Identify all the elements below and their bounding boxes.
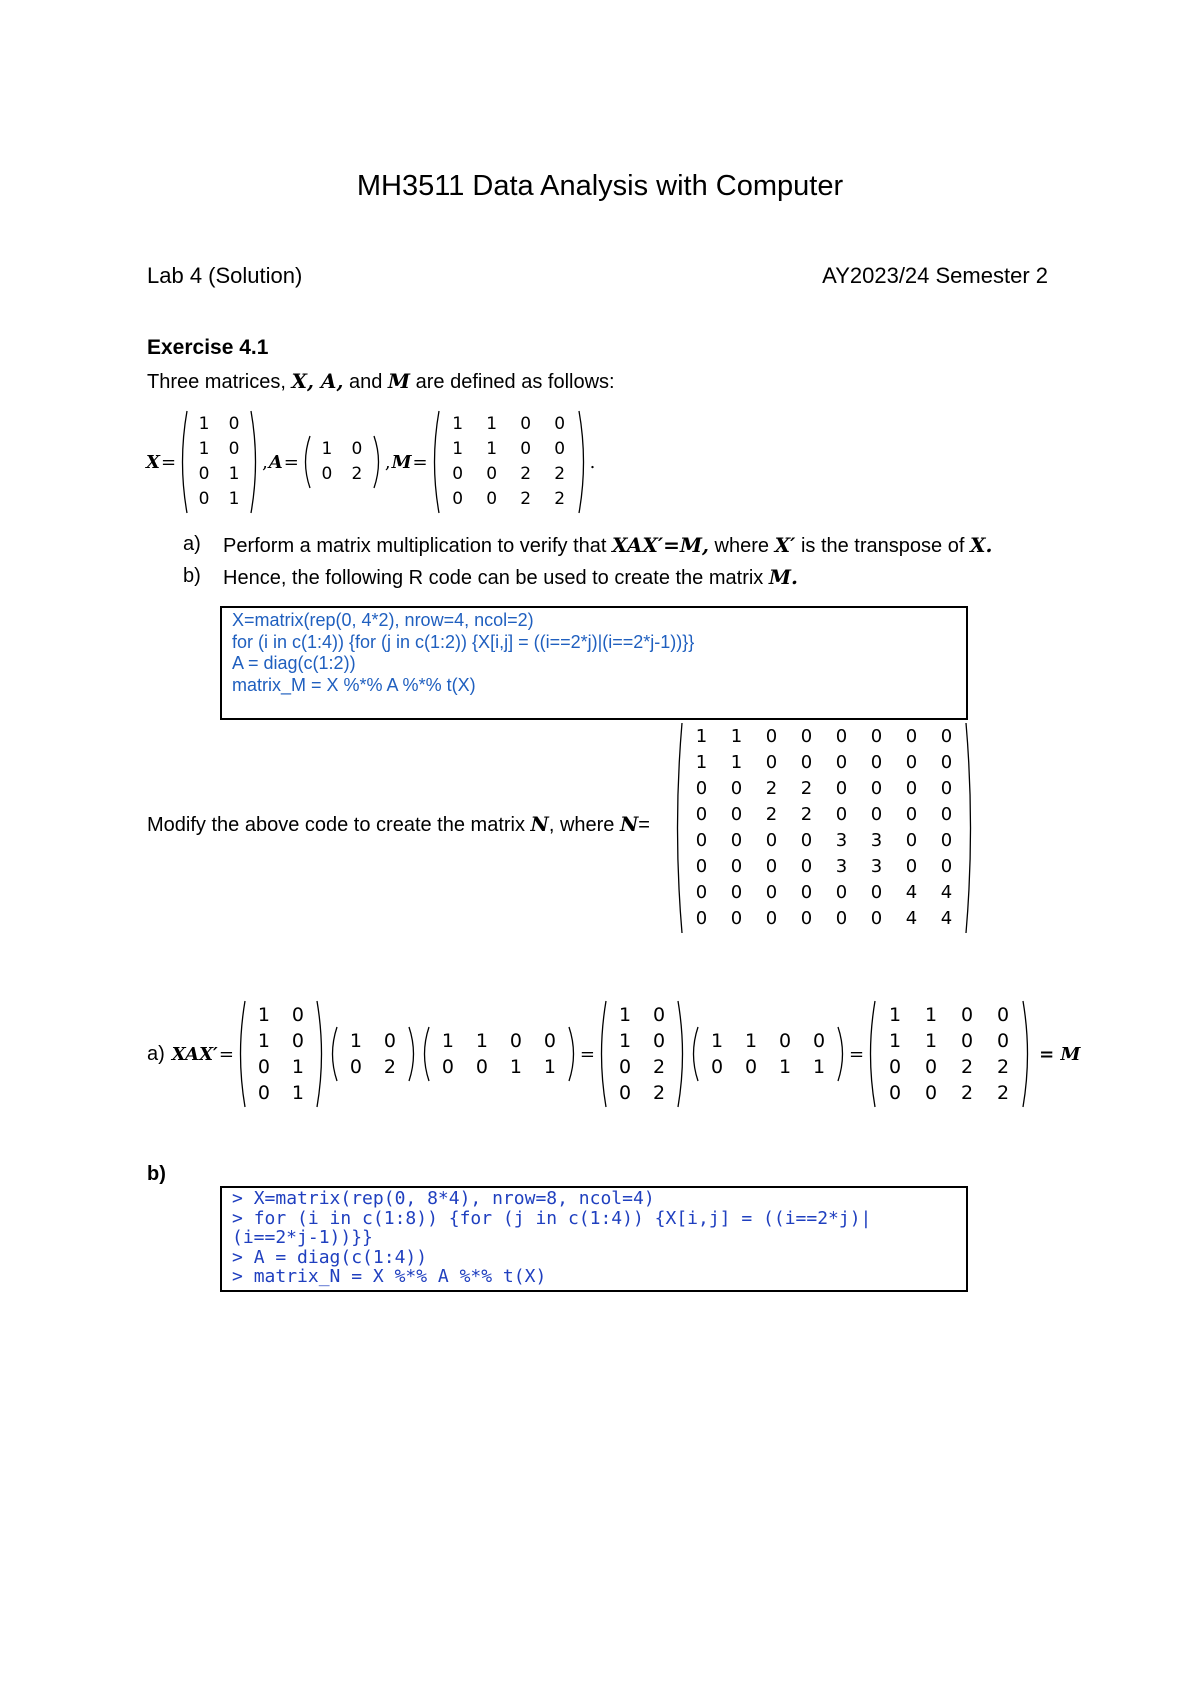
matrix-cell: 0: [441, 1056, 454, 1078]
solution-b-label: b): [147, 1163, 166, 1185]
matrix-cell: 0: [695, 804, 708, 825]
matrix-cell: 0: [554, 439, 566, 459]
matrix-cell: 1: [257, 1004, 270, 1026]
matrix-cell: 2: [652, 1056, 666, 1078]
matrix-cell: 0: [257, 1082, 270, 1104]
matrix-cell: 0: [835, 778, 848, 799]
matrix-cell: 0: [695, 856, 708, 877]
matrix-cell: 0: [710, 1056, 724, 1078]
right-paren: [567, 1026, 579, 1082]
matrix-cell: 0: [452, 464, 464, 484]
matrix-cell: 0: [520, 414, 532, 434]
matrix-cell: 0: [905, 752, 918, 773]
right-paren: [964, 722, 976, 934]
code-line: A = diag(c(1:2)): [232, 653, 356, 673]
left-paren: [177, 410, 189, 514]
matrix-cell: 0: [997, 1004, 1010, 1026]
matrix-cell: 0: [835, 908, 848, 929]
code-line: matrix_M = X %*% A %*% t(X): [232, 674, 476, 695]
matrix-cell: 0: [778, 1030, 792, 1052]
matrix-cell: 1: [778, 1056, 792, 1078]
matrix-grid: [608, 1000, 676, 1108]
matrix-cell: 0: [291, 1004, 304, 1026]
matrix-cell: 2: [961, 1082, 974, 1104]
matrix-cell: 1: [198, 439, 210, 459]
matrix-cell: 0: [997, 1030, 1010, 1052]
matrix-cell: 0: [383, 1030, 396, 1052]
matrix-grid: [441, 410, 577, 514]
code-line: > A = diag(c(1:4)): [232, 1246, 428, 1268]
solution-matrix-m: [865, 1000, 1033, 1108]
matrix-cell: 0: [905, 778, 918, 799]
modify-text: Modify the above code to create the matrix N, where N=: [147, 812, 650, 836]
matrix-cell: 2: [554, 464, 566, 484]
matrix-cell: 1: [744, 1030, 758, 1052]
matrix-cell: 0: [961, 1004, 974, 1026]
left-paren: [235, 1000, 247, 1108]
matrix-grid: [877, 1000, 1021, 1108]
matrix-cell: 0: [351, 439, 363, 459]
matrix-cell: 1: [695, 726, 708, 747]
matrix-cell: 0: [800, 882, 813, 903]
exercise-heading: Exercise 4.1: [147, 336, 269, 359]
matrix-grid: [684, 722, 964, 934]
matrix-cell: 0: [520, 439, 532, 459]
matrix-cell: 0: [228, 439, 240, 459]
page-title: MH3511 Data Analysis with Computer: [356, 170, 844, 202]
matrix-cell: 0: [695, 908, 708, 929]
matrix-cell: 2: [383, 1056, 396, 1078]
matrix-cell: 2: [765, 804, 778, 825]
matrix-cell: 0: [940, 804, 953, 825]
matrix-cell: 2: [765, 778, 778, 799]
matrix-cell: 0: [905, 804, 918, 825]
matrix-cell: 0: [730, 778, 743, 799]
right-paren: [577, 410, 589, 514]
matrix-grid: [189, 410, 249, 514]
matrix-cell: 1: [925, 1030, 938, 1052]
matrix-cell: 0: [800, 752, 813, 773]
item-a-label: a): [183, 533, 201, 555]
matrix-cell: 0: [198, 464, 210, 484]
matrix-cell: 0: [730, 830, 743, 851]
left-paren: [596, 1000, 608, 1108]
matrix-cell: 0: [800, 856, 813, 877]
matrix-cell: 0: [961, 1030, 974, 1052]
matrix-cell: 0: [618, 1056, 632, 1078]
right-paren: [249, 410, 261, 514]
matrix-cell: 1: [228, 489, 240, 509]
matrix-cell: 1: [486, 414, 498, 434]
matrix-cell: 1: [257, 1030, 270, 1052]
matrix-grid: [247, 1000, 315, 1108]
left-paren: [672, 722, 684, 934]
solution-matrix-xt: [419, 1026, 579, 1082]
matrix-cell: 0: [543, 1030, 556, 1052]
matrix-cell: 2: [520, 489, 532, 509]
matrix-cell: 0: [486, 489, 498, 509]
matrix-cell: 2: [800, 804, 813, 825]
left-paren: [419, 1026, 431, 1082]
matrix-cell: 0: [835, 726, 848, 747]
matrix-cell: 0: [349, 1056, 362, 1078]
matrix-cell: 0: [765, 752, 778, 773]
matrix-cell: 0: [652, 1030, 666, 1052]
solution-matrix-x: [235, 1000, 327, 1108]
matrix-cell: 0: [321, 464, 333, 484]
matrix-cell: 0: [870, 804, 883, 825]
matrix-cell: 0: [765, 856, 778, 877]
matrix-cell: 2: [554, 489, 566, 509]
code-line: for (i in c(1:4)) {for (j in c(1:2)) {X[i,j] = ((i==2*j)|(i==2*j-1))}}: [232, 631, 695, 652]
matrix-cell: 1: [452, 439, 464, 459]
matrix-cell: 1: [441, 1030, 454, 1052]
matrix-cell: 0: [889, 1082, 902, 1104]
matrix-cell: 1: [730, 726, 743, 747]
matrix-cell: 0: [835, 752, 848, 773]
matrix-cell: 0: [905, 830, 918, 851]
matrix-n: [672, 722, 976, 934]
left-paren: [327, 1026, 339, 1082]
exercise-intro: Three matrices, X, A, and M are defined as follows:: [147, 369, 615, 393]
right-paren: [372, 435, 384, 489]
matrix-m: [429, 410, 589, 514]
item-a-text: Perform a matrix multiplication to verify that XAX′=M, where X′ is the transpose of X.: [223, 533, 993, 557]
matrix-cell: 0: [940, 830, 953, 851]
matrix-cell: 0: [730, 908, 743, 929]
matrix-cell: 0: [835, 882, 848, 903]
solution-matrix-a: [327, 1026, 419, 1082]
matrix-cell: 0: [940, 726, 953, 747]
matrix-cell: 1: [618, 1030, 632, 1052]
matrix-definitions: X = 1 0 1 0 0 1 0 1 , A = 1 0 0 2 , M = 1 1 0 0 1 1 0 0 0 0 2 2 0 0 2 2 .: [146, 410, 596, 514]
matrix-cell: 0: [800, 830, 813, 851]
matrix-cell: 1: [291, 1056, 304, 1078]
matrix-cell: 4: [940, 908, 953, 929]
matrix-cell: 0: [228, 414, 240, 434]
matrix-cell: 1: [321, 439, 333, 459]
solution-matrix-xa: [596, 1000, 688, 1108]
matrix-cell: 2: [520, 464, 532, 484]
code-line: > matrix_N = X %*% A %*% t(X): [232, 1266, 547, 1287]
solution-matrix-xt-2: [688, 1026, 848, 1082]
code-box-exercise: [220, 606, 968, 720]
code-box-solution: [220, 1186, 968, 1292]
matrix-cell: 0: [695, 778, 708, 799]
code-line: > X=matrix(rep(0, 8*4), nrow=8, ncol=4): [232, 1188, 655, 1209]
matrix-cell: 1: [618, 1004, 632, 1026]
matrix-cell: 1: [349, 1030, 362, 1052]
matrix-cell: 0: [198, 489, 210, 509]
matrix-cell: 0: [870, 726, 883, 747]
matrix-cell: 0: [744, 1056, 758, 1078]
matrix-cell: 1: [730, 752, 743, 773]
right-paren: [315, 1000, 327, 1108]
item-b-text: Hence, the following R code can be used to create the matrix M.: [223, 565, 798, 589]
code-line: (i==2*j-1))}}: [232, 1227, 373, 1248]
matrix-cell: 3: [870, 856, 883, 877]
matrix-cell: 0: [765, 830, 778, 851]
matrix-n-wrap: [672, 722, 976, 934]
matrix-cell: 3: [835, 856, 848, 877]
matrix-cell: 3: [835, 830, 848, 851]
semester-label: AY2023/24 Semester 2: [822, 263, 1048, 288]
matrix-cell: 0: [835, 804, 848, 825]
matrix-cell: 0: [730, 804, 743, 825]
matrix-cell: 0: [940, 856, 953, 877]
matrix-cell: 0: [812, 1030, 826, 1052]
matrix-cell: 0: [257, 1056, 270, 1078]
matrix-cell: 1: [812, 1056, 826, 1078]
left-paren: [688, 1026, 700, 1082]
matrix-cell: 0: [940, 752, 953, 773]
matrix-cell: 0: [695, 830, 708, 851]
matrix-cell: 0: [925, 1082, 938, 1104]
matrix-cell: 4: [905, 908, 918, 929]
matrix-cell: 0: [652, 1004, 666, 1026]
matrix-cell: 1: [925, 1004, 938, 1026]
matrix-cell: 1: [486, 439, 498, 459]
matrix-cell: 0: [940, 778, 953, 799]
matrix-cell: 0: [452, 489, 464, 509]
solution-a: a) XAX′ = 1 0 1 0 0 1 0 1 1 0 0 2 1 1 0 0 0 0 1 1 = 1 0 1 0 0 2 0 2 1 1 0 0 0 0 1 1 = 1 1 0 0 1 1 0 0 0 0 2 2 0 0 2 2 = M: [146, 1000, 1080, 1108]
matrix-cell: 0: [905, 856, 918, 877]
matrix-cell: 4: [905, 882, 918, 903]
matrix-cell: 0: [509, 1030, 522, 1052]
matrix-cell: 0: [475, 1056, 488, 1078]
matrix-cell: 0: [765, 726, 778, 747]
matrix-grid: [339, 1026, 407, 1082]
matrix-cell: 0: [618, 1082, 632, 1104]
matrix-cell: 0: [554, 414, 566, 434]
matrix-cell: 0: [870, 908, 883, 929]
matrix-grid: [312, 435, 372, 489]
matrix-cell: 0: [925, 1056, 938, 1078]
matrix-cell: 0: [695, 882, 708, 903]
matrix-cell: 1: [509, 1056, 522, 1078]
matrix-cell: 1: [889, 1004, 902, 1026]
matrix-cell: 0: [765, 908, 778, 929]
matrix-cell: 0: [889, 1056, 902, 1078]
matrix-cell: 0: [870, 882, 883, 903]
matrix-cell: 1: [452, 414, 464, 434]
matrix-grid: [431, 1026, 567, 1082]
matrix-cell: 0: [905, 726, 918, 747]
matrix-cell: 1: [710, 1030, 724, 1052]
matrix-cell: 0: [765, 882, 778, 903]
matrix-cell: 1: [291, 1082, 304, 1104]
right-paren: [836, 1026, 848, 1082]
matrix-cell: 1: [889, 1030, 902, 1052]
code-line: > for (i in c(1:8)) {for (j in c(1:4)) {X[i,j] = ((i==2*j)|: [232, 1207, 872, 1229]
matrix-cell: 2: [997, 1056, 1010, 1078]
left-paren: [300, 435, 312, 489]
matrix-cell: 4: [940, 882, 953, 903]
matrix-cell: 2: [997, 1082, 1010, 1104]
item-b-label: b): [183, 565, 201, 587]
matrix-cell: 0: [870, 778, 883, 799]
matrix-cell: 1: [695, 752, 708, 773]
matrix-cell: 0: [730, 882, 743, 903]
matrix-cell: 2: [652, 1082, 666, 1104]
matrix-cell: 0: [486, 464, 498, 484]
matrix-cell: 0: [870, 752, 883, 773]
matrix-cell: 3: [870, 830, 883, 851]
right-paren: [676, 1000, 688, 1108]
left-paren: [429, 410, 441, 514]
matrix-grid: [700, 1026, 836, 1082]
matrix-cell: 1: [543, 1056, 556, 1078]
matrix-cell: 1: [228, 464, 240, 484]
matrix-cell: 2: [351, 464, 363, 484]
right-paren: [1021, 1000, 1033, 1108]
matrix-cell: 2: [961, 1056, 974, 1078]
right-paren: [407, 1026, 419, 1082]
matrix-cell: 0: [291, 1030, 304, 1052]
matrix-cell: 1: [198, 414, 210, 434]
matrix-cell: 0: [800, 908, 813, 929]
matrix-cell: 0: [800, 726, 813, 747]
matrix-cell: 2: [800, 778, 813, 799]
matrix-cell: 0: [730, 856, 743, 877]
left-paren: [865, 1000, 877, 1108]
code-line: X=matrix(rep(0, 4*2), nrow=4, ncol=2): [232, 610, 534, 630]
matrix-x: [177, 410, 261, 514]
lab-label: Lab 4 (Solution): [147, 263, 303, 288]
matrix-cell: 1: [475, 1030, 488, 1052]
matrix-a: [300, 435, 384, 489]
